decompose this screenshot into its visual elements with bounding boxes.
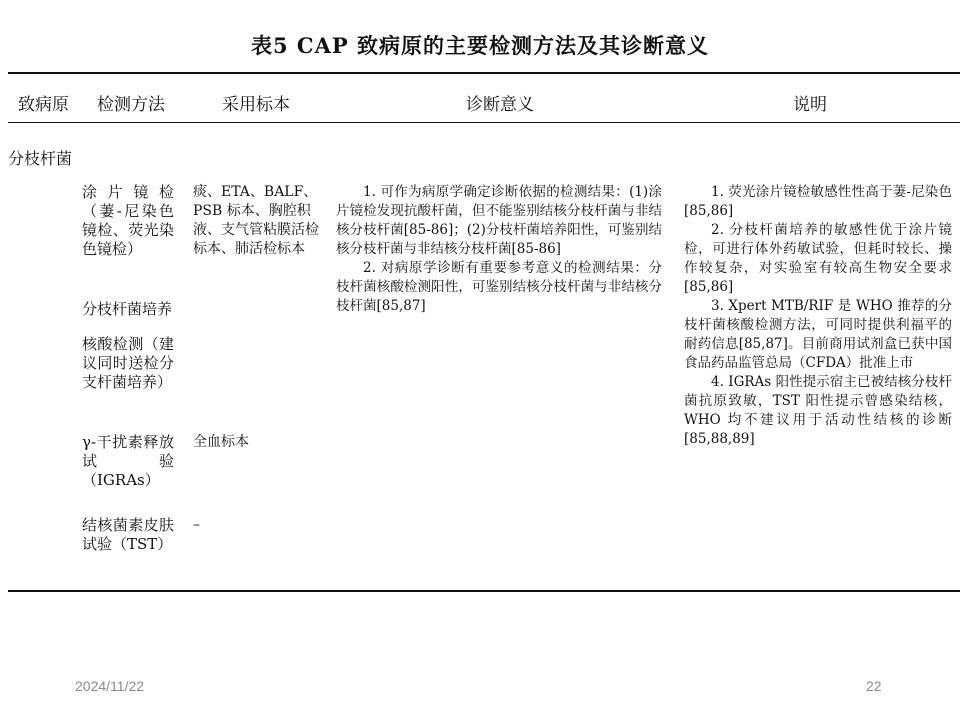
table-header-rule [8,122,960,123]
significance-column [336,183,662,316]
note-paragraph: 1. 荧光涂片镜检敏感性性高于萋-尼染色[85,86] [684,184,952,219]
slide-date: 2024/11/22 [75,678,145,694]
header-specimen: 采用标本 [222,95,290,115]
table-title: 表5 CAP 致病原的主要检测方法及其诊断意义 [250,33,710,58]
table-top-rule [8,72,960,74]
note-column [684,183,952,449]
method-culture: 分枝杆菌培养 [82,300,173,318]
header-method: 检测方法 [97,95,165,115]
note-paragraph: 3. Xpert MTB/RIF 是 WHO 推荐的分枝杆菌核酸检测方法，可同时提供利福平的耐药信息[85,87]。目前商用试剂盒已获中国食品药品监管总局（CFDA）批准上市 [684,298,952,371]
pathogen-group-label: 分枝杆菌 [8,149,73,168]
header-significance: 诊断意义 [466,95,534,115]
significance-paragraph: 2. 对病原学诊断有重要参考意义的检测结果：分枝杆菌核酸检测阳性，可鉴别结核分枝杆菌与非结核分枝杆菌[85,87] [336,260,662,314]
specimen-respiratory: 痰、ETA、BALF、PSB 标本、胸腔积液、支气管粘膜活检标本、肺活检标本 [193,184,319,257]
header-pathogen: 致病原 [18,95,69,115]
method-nucleic-acid: 核酸检测（建议同时送检分支杆菌培养） [82,335,174,391]
significance-paragraph: 1. 可作为病原学确定诊断依据的检测结果：(1)涂片镜检发现抗酸杆菌，但不能鉴别结核分枝杆菌与非结核分枝杆菌[85-86]；(2)分枝杆菌培养阳性，可鉴别结核分枝杆菌与非结核分枝杆菌[85-86] [336,184,662,257]
table-bottom-rule [8,590,960,592]
specimen-blood: 全血标本 [193,434,249,450]
specimen-none: – [193,517,200,533]
header-note: 说明 [793,95,827,115]
note-paragraph: 2. 分枝杆菌培养的敏感性优于涂片镜检，可进行体外药敏试验，但耗时较长、操作较复杂，对实验室有较高生物安全要求[85,86] [684,222,952,295]
method-igras: γ-干扰素释放试验（IGRAs） [82,433,174,489]
note-paragraph: 4. IGRAs 阳性提示宿主已被结核分枝杆菌抗原致敏，TST 阳性提示曾感染结核，WHO 均不建议用于活动性结核的诊断[85,88,89] [684,374,952,447]
slide-number: 22 [866,678,882,694]
method-smear: 涂片镜检（萋-尼染色镜检、荧光染色镜检） [82,183,174,258]
method-tst: 结核菌素皮肤试验（TST） [82,516,174,553]
